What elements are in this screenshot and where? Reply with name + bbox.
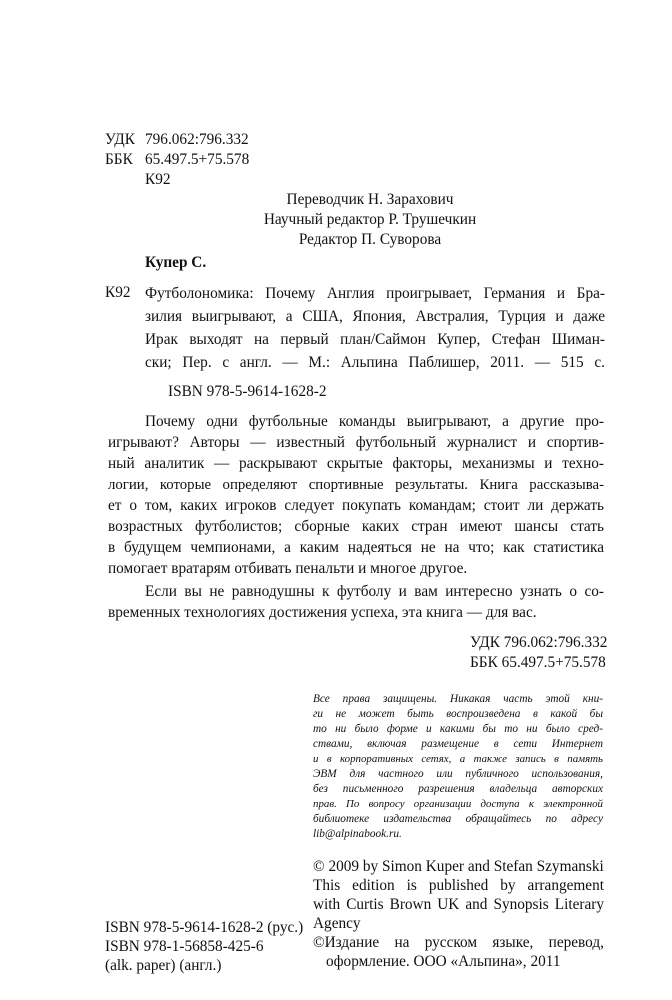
copyright-en-line: This edition is published by arrangement (313, 877, 604, 894)
bbk-bottom: ББК 65.497.5+75.578 (470, 654, 606, 671)
rights-email: lib@alpinabook.ru. (313, 828, 402, 840)
copyright-ru-line: ©Издание на русском языке, перевод, (313, 934, 604, 951)
annotation-line: ный аналитик — раскрывают скрытые факторы, механизмы и техно- (108, 455, 604, 472)
rights-line: Все права защищены. Никакая часть этой кни- (313, 693, 603, 705)
annotation-line: Если вы не равнодушны к футболу и вам интересно узнать о со- (145, 583, 604, 600)
bbk-value: 65.497.5+75.578 (145, 151, 250, 168)
description-line: Ирак выходят на первый план/Саймон Купер, Стефан Шиман- (145, 331, 605, 348)
copyright-en-line: Agency (313, 915, 361, 932)
bbk-label: ББК (105, 151, 133, 168)
annotation-line: Почему одни футбольные команды выигрывают, а другие про- (145, 413, 604, 430)
copyright-ru-line: оформление. ООО «Альпина», 2011 (326, 953, 561, 970)
annotation-line: игрывают? Авторы — известный футбольный журналист и спортив- (108, 434, 604, 451)
isbn-list (105, 918, 303, 975)
rights-line: библиотеке издательства обращайтесь по адресу (313, 813, 603, 825)
annotation-line: временных технологиях достижения успеха, эта книга — для вас. (108, 604, 537, 621)
rights-line: прав. По вопросу организации доступа к электронной (313, 798, 603, 810)
description-line: зилия выигрывают, а США, Япония, Австралия, Турция и даже (145, 308, 605, 325)
credit-editor: Редактор П. Суворова (298, 231, 442, 248)
rights-line: и в корпоративных сетях, а также запись в память (313, 753, 603, 765)
author-heading: Купер С. (145, 254, 207, 271)
annotation-line: логии, которые определяют спортивные результаты. Книга рассказыва- (108, 477, 604, 493)
udk-value: 796.062:796.332 (145, 131, 249, 148)
description-line: Футболономика: Почему Англия проигрывает, Германия и Бра- (145, 285, 605, 302)
copyright-en (313, 857, 604, 876)
credit-science-editor: Научный редактор Р. Трушечкин (263, 211, 477, 228)
rights-line: без письменного разрешения владельца авторских (313, 783, 603, 795)
catalog-mark: К92 (105, 284, 131, 301)
rights-line: ги не может быть воспроизведена в какой бы (313, 708, 603, 720)
copyright-en-line: © 2009 by Simon Kuper and Stefan Szymanski (313, 858, 604, 875)
isbn-main: ISBN 978-5-9614-1628-2 (168, 383, 327, 400)
isbn-en: ISBN 978-1-56858-425-6 (105, 938, 264, 955)
annotation-line: помогает вратарям отбивать пенальти и многое другое. (108, 560, 468, 577)
copyright-en-line: with Curtis Brown UK and Synopsis Literary (313, 896, 604, 913)
annotation-line: в будущем чемпионами, а каким надеяться не на что; как статистика (108, 539, 604, 556)
credit-translator: Переводчик Н. Зарахович (286, 191, 454, 208)
annotation-line: ет о том, каких игроков следует покупать командам; стоит ли держать (108, 497, 604, 514)
classification-codes (105, 130, 249, 190)
bbk-row (105, 150, 249, 170)
udk-bottom: УДК 796.062:796.332 (470, 634, 608, 651)
udk-label: УДК (105, 131, 135, 148)
rights-line: ствами, включая размещение в сети Интернет (313, 738, 603, 750)
rights-line: то ни было форме и какими бы то ни было сред- (313, 723, 603, 735)
isbn-en-note: (alk. paper) (англ.) (105, 957, 222, 974)
isbn-ru: ISBN 978-5-9614-1628-2 (рус.) (105, 919, 304, 936)
author-mark: К92 (145, 171, 171, 188)
author-mark-row (105, 170, 249, 190)
classification-codes-bottom (470, 633, 607, 673)
annotation-line: возрастных футболистов; сборные каких стран имеют шансы стать (108, 518, 604, 535)
rights-line: ЭВМ для частного или публичного использования, (313, 768, 603, 780)
udk-row (105, 130, 249, 150)
credits (220, 190, 520, 250)
description-line: ски; Пер. с англ. — М.: Альпина Паблишер, 2011. — 515 с. (145, 354, 605, 371)
